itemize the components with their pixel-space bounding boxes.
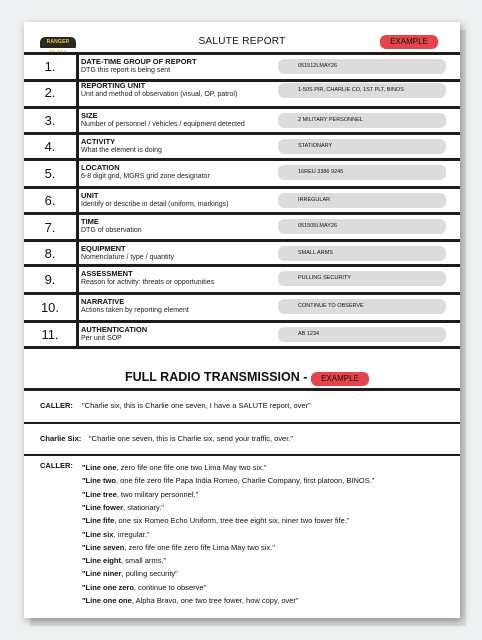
transmission-line [82,596,299,605]
report-row [24,135,460,161]
row-subtext: Identify or describe in detail (uniform, markings) [81,201,229,208]
row-label [81,163,301,181]
row-value-field[interactable]: STATIONARY [278,139,446,154]
report-row [24,109,460,135]
line-text: , zero fife one fife zero fife Lima May two six." [124,542,275,552]
line-label: "Line tree [82,489,117,499]
row-number: 7. [24,215,79,239]
caller-line: "Charlie six, this is Charlie one seven, I have a SALUTE report, over" [82,401,311,410]
row-subtext: DTG this report is being sent [81,67,171,74]
line-text: , zero fife one fife one two Lima May two six." [116,463,267,472]
report-row [24,242,460,267]
row-heading: SIZE [81,111,98,120]
line-label: "Line one one [82,596,132,605]
row-subtext: Reason for activity: threats or opportunities [81,279,215,286]
example-badge: EXAMPLE [380,35,438,49]
transmission-header [24,366,460,391]
row-number: 10. [24,295,79,320]
report-row [24,79,460,109]
transmission-line [82,516,350,525]
transmission-example-badge: EXAMPLE [311,372,369,386]
ranger-ready-logo: RANGER [40,37,76,48]
line-label: "Line two [82,476,116,486]
row-label [81,297,301,315]
page-title: SALUTE REPORT [198,36,286,47]
row-number: 6. [24,189,79,212]
report-row [24,161,460,189]
line-text: , pulling security" [121,569,178,579]
row-value-field[interactable]: 051512LMAY26 [278,59,446,74]
row-value-field[interactable]: 051505LMAY26 [278,219,446,234]
row-heading: EQUIPMENT [81,244,126,253]
line-text: , irregular." [113,529,150,539]
line-label: "Line fife [82,516,115,526]
line-text: , small arms." [120,556,167,566]
row-label [81,325,301,343]
row-number: 11. [24,323,79,346]
row-subtext: 6-8 digit grid, MGRS grid zone designator [81,173,210,180]
row-heading: UNIT [81,191,99,200]
line-text: , continue to observe" [133,582,207,592]
row-number: 8. [24,242,79,264]
report-row [24,189,460,215]
line-label: "Line eight [82,556,121,566]
row-number: 9. [24,267,79,292]
caller-label-2: CALLER: [40,461,73,470]
report-row [24,55,460,82]
line-label: "Line one [82,463,117,472]
row-label [81,191,301,209]
row-value-field[interactable]: AB 1234 [278,327,446,342]
row-number: 3. [24,109,79,132]
reply-label: Charlie Six: [40,434,82,443]
row-heading: ACTIVITY [81,137,116,146]
row-subtext: What the element is doing [81,147,162,154]
row-number: 5. [24,161,79,186]
row-subtext: DTG of observation [81,227,142,234]
row-value-field[interactable]: PULLING SECURITY [278,271,446,286]
transmission-line [82,476,374,485]
row-heading: AUTHENTICATION [81,325,148,334]
line-text: , Alpha Bravo, one two tree fower, how copy, over" [131,596,299,605]
row-value-field[interactable]: CONTINUE TO OBSERVE [278,299,446,314]
line-label: "Line one zero [82,582,134,592]
row-heading: TIME [81,217,99,226]
row-label [81,137,301,155]
row-label [81,269,301,287]
line-text: , two military personnel." [116,489,199,499]
row-subtext: Per unit SOP [81,335,122,342]
reply-exchange [24,425,460,456]
row-subtext: Nomenclature / type / quantity [81,254,174,261]
report-row [24,267,460,295]
row-value-field[interactable]: 16REU 3386 9245 [278,165,446,180]
row-heading: DATE-TIME GROUP OF REPORT [81,57,197,66]
line-label: "Line fower [82,502,124,512]
row-number: 4. [24,135,79,158]
row-label [81,57,301,75]
transmission-line [82,556,166,565]
report-row [24,215,460,242]
transmission-line [82,463,267,472]
row-heading: LOCATION [81,163,120,172]
row-number: 1. [24,55,79,79]
transmission-line [82,543,275,552]
line-text: , one six Romeo Echo Uniform, tree tree eight six, niner two fower fife." [114,516,350,526]
row-value-field[interactable]: 1-50S PIR, CHARLIE CO, 1ST PLT, BINOS [278,83,446,98]
row-heading: NARRATIVE [81,297,125,306]
row-subtext: Actions taken by reporting element [81,307,189,314]
transmission-line [82,530,150,539]
line-label: "Line seven [82,542,125,552]
row-subtext: Number of personnel / vehicles / equipment detected [81,121,245,128]
row-label [81,111,301,129]
transmission-line [82,569,178,578]
caller-label: CALLER: [40,401,73,410]
row-number: 2. [24,79,79,106]
row-value-field[interactable]: IRREGULAR [278,193,446,208]
line-label: "Line six [82,529,114,539]
row-label [81,81,301,99]
transmission-line [82,583,206,592]
row-value-field[interactable]: SMALL ARMS [278,246,446,261]
row-label [81,217,301,235]
reply-line: "Charlie one seven, this is Charlie six, send your traffic, over." [89,434,294,443]
salute-report-card [24,22,460,618]
caller-exchange [24,391,460,424]
line-text: , one fife zero fife Papa India Romeo, Charlie Company, first platoon, BINOS." [115,476,375,486]
row-value-field[interactable]: 2 MILITARY PERSONNEL [278,113,446,128]
report-row [24,323,460,349]
transmission-line [82,503,164,512]
row-heading: REPORTING UNIT [81,81,146,90]
row-heading: ASSESSMENT [81,269,133,278]
transmission-line [82,490,198,499]
row-subtext: Unit and method of observation (visual, OP, patrol) [81,91,238,98]
line-text: , stationary." [123,502,164,512]
line-label: "Line niner [82,569,122,579]
report-row [24,295,460,323]
transmission-title: FULL RADIO TRANSMISSION - [125,370,308,384]
row-label [81,244,301,262]
